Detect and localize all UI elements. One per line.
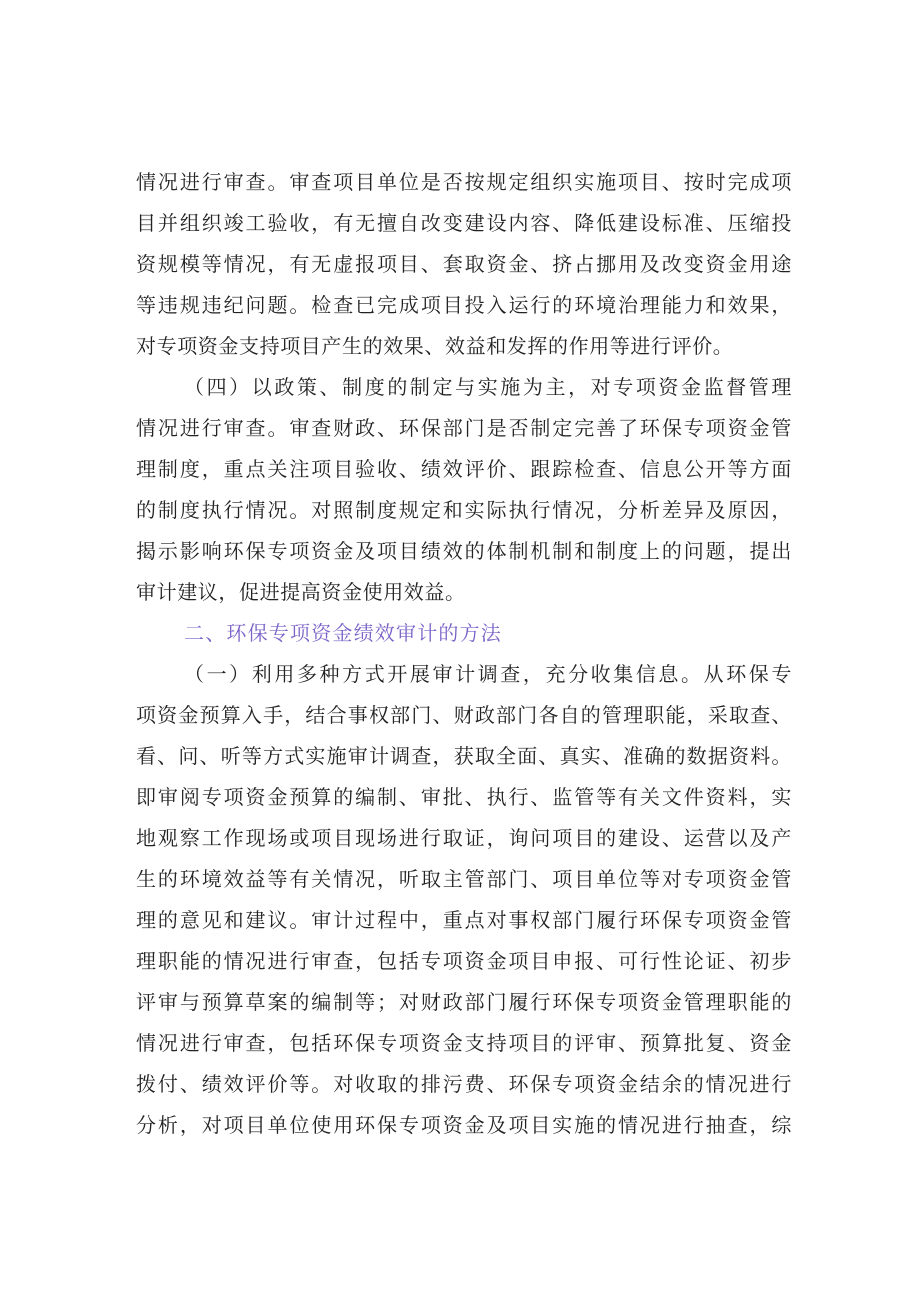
body-line: 项资金预算入手，结合事权部门、财政部门各自的管理职能，采取查、 <box>136 703 792 727</box>
body-line: 理职能的情况进行审查，包括专项资金项目申报、可行性论证、初步 <box>136 949 792 973</box>
paragraph-first-line: （四）以政策、制度的制定与实施为主，对专项资金监督管理 <box>184 375 792 399</box>
body-line: 的制度执行情况。对照制度规定和实际执行情况，分析差异及原因， <box>136 498 792 522</box>
body-line: 目并组织竣工验收，有无擅自改变建设内容、降低建设标准、压缩投 <box>136 211 792 235</box>
body-line: 理制度，重点关注项目验收、绩效评价、跟踪检查、信息公开等方面 <box>136 457 792 481</box>
body-line: 情况进行审查，包括环保专项资金支持项目的评审、预算批复、资金 <box>136 1031 792 1055</box>
body-line: 生的环境效益等有关情况，听取主管部门、项目单位等对专项资金管 <box>136 867 792 891</box>
body-line: 对专项资金支持项目产生的效果、效益和发挥的作用等进行评价。 <box>136 334 734 358</box>
body-line: 理的意见和建议。审计过程中，重点对事权部门履行环保专项资金管 <box>136 908 792 932</box>
body-line: 资规模等情况，有无虚报项目、套取资金、挤占挪用及改变资金用途 <box>136 252 792 276</box>
body-line: 即审阅专项资金预算的编制、审批、执行、监管等有关文件资料，实 <box>136 785 792 809</box>
body-line: 揭示影响环保专项资金及项目绩效的体制机制和制度上的问题，提出 <box>136 539 792 563</box>
body-line: 等违规违纪问题。检查已完成项目投入运行的环境治理能力和效果， <box>136 293 792 317</box>
section-heading: 二、环保专项资金绩效审计的方法 <box>184 621 502 645</box>
body-line: 审计建议，促进提高资金使用效益。 <box>136 580 466 604</box>
body-line: 地观察工作现场或项目现场进行取证，询问项目的建设、运营以及产 <box>136 826 792 850</box>
document-body <box>136 162 792 1146</box>
body-line: 分析，对项目单位使用环保专项资金及项目实施的情况进行抽查，综 <box>136 1113 792 1137</box>
body-line: 情况进行审查。审查项目单位是否按规定组织实施项目、按时完成项 <box>136 170 792 194</box>
body-line: 看、问、听等方式实施审计调查，获取全面、真实、准确的数据资料。 <box>136 744 792 768</box>
body-line: 评审与预算草案的编制等；对财政部门履行环保专项资金管理职能的 <box>136 990 792 1014</box>
paragraph-first-line: （一）利用多种方式开展审计调查，充分收集信息。从环保专 <box>184 662 792 686</box>
body-line: 拨付、绩效评价等。对收取的排污费、环保专项资金结余的情况进行 <box>136 1072 792 1096</box>
body-line: 情况进行审查。审查财政、环保部门是否制定完善了环保专项资金管 <box>136 416 792 440</box>
